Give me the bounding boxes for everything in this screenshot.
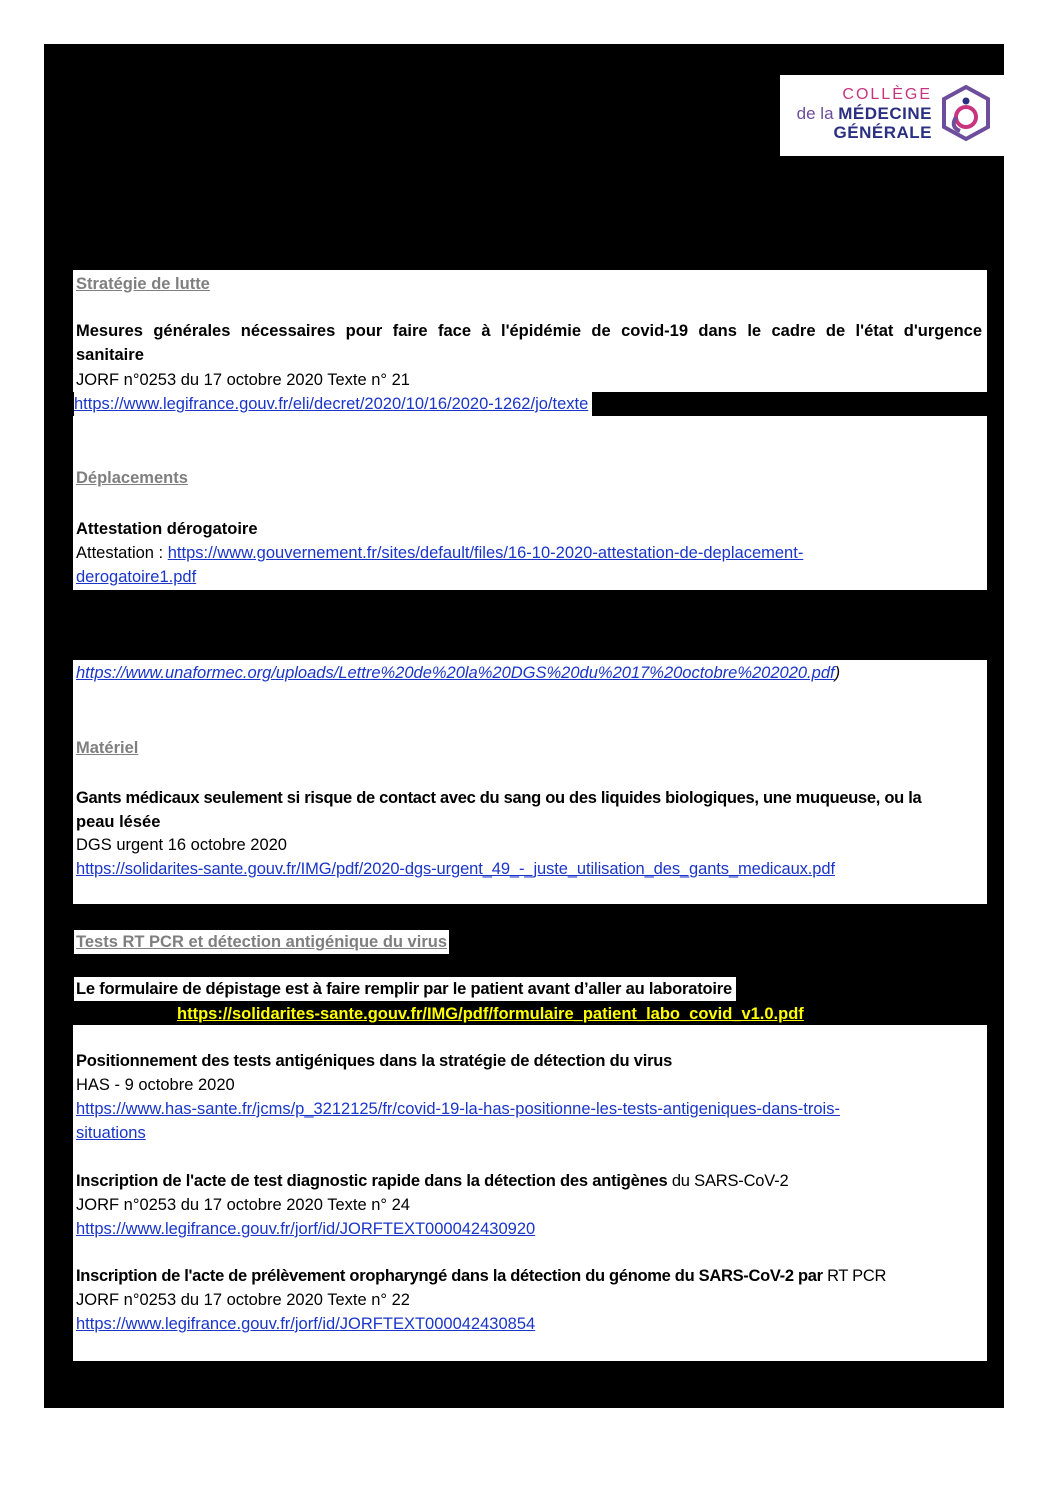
tests-item1-link-line-2[interactable]: situations [76, 1124, 146, 1142]
materiel-link[interactable]: https://solidarites-sante.gouv.fr/IMG/pdf/2020-dgs-urgent_49_-_juste_utilisation_des_gants_medicaux.pdf [76, 860, 835, 878]
tests-item3-title-bold: Inscription de l'acte de prélèvement oropharyngé dans la détection du génome du SARS-CoV-2 par [76, 1267, 823, 1285]
lettre-dgs-suffix: ) [834, 664, 841, 682]
formulaire-link[interactable]: https://solidarites-sante.gouv.fr/IMG/pdf/formulaire_patient_labo_covid_v1.0.pdf [177, 1005, 804, 1023]
strategie-title-line-1: Mesures générales nécessaires pour faire face à l'épidémie de covid-19 dans le cadre de l'état d'urgence [76, 322, 982, 340]
logo-line-3: GÉNÉRALE [833, 123, 932, 142]
logo-line-2-bold: MÉDECINE [838, 104, 932, 123]
logo-line-1: COLLÈGE [842, 86, 932, 103]
strategie-link[interactable]: https://www.legifrance.gouv.fr/eli/decret/2020/10/16/2020-1262/jo/texte [74, 395, 589, 413]
strategie-title-line-2: sanitaire [76, 346, 144, 364]
section-heading-tests-wrapper [74, 930, 449, 954]
materiel-reference: DGS urgent 16 octobre 2020 [76, 836, 287, 854]
deplacements-attestation-line [76, 541, 803, 565]
tests-item1-title: Positionnement des tests antigéniques dans la stratégie de détection du virus [76, 1052, 673, 1070]
logo-line-2 [797, 104, 932, 123]
materiel-title-line-1: Gants médicaux seulement si risque de contact avec du sang ou des liquides biologiques, une muqueuse, ou la [76, 789, 922, 807]
tests-item2-title-rest: du SARS-CoV-2 [667, 1172, 789, 1190]
section-heading-deplacements: Déplacements [76, 469, 188, 487]
tests-item1-link-line-1[interactable]: https://www.has-sante.fr/jcms/p_3212125/fr/covid-19-la-has-positionne-les-tests-antigeniques-dans-trois- [76, 1100, 840, 1118]
strategie-link-wrapper [74, 392, 592, 416]
lettre-dgs-link[interactable]: https://www.unaformec.org/uploads/Lettre%20de%20la%20DGS%20du%2017%20octobre%202020.pdf [76, 664, 835, 682]
attestation-link-line-2[interactable]: derogatoire1.pdf [76, 568, 197, 586]
strategie-reference: JORF n°0253 du 17 octobre 2020 Texte n° 21 [76, 371, 410, 389]
college-logo [780, 75, 1004, 156]
tests-item3-title [76, 1264, 886, 1288]
tests-item3-link[interactable]: https://www.legifrance.gouv.fr/jorf/id/JORFTEXT000042430854 [76, 1315, 536, 1333]
tests-item2-reference: JORF n°0253 du 17 octobre 2020 Texte n° 24 [76, 1196, 410, 1214]
logo-text [797, 85, 932, 142]
tests-item2-link[interactable]: https://www.legifrance.gouv.fr/jorf/id/JORFTEXT000042430920 [76, 1220, 536, 1238]
section-heading-materiel: Matériel [76, 739, 139, 757]
formulaire-title: Le formulaire de dépistage est à faire remplir par le patient avant d’aller au laboratoire [74, 977, 736, 1001]
attestation-link-line-1[interactable]: https://www.gouvernement.fr/sites/default/files/16-10-2020-attestation-de-deplacement- [167, 544, 804, 562]
attestation-label: Attestation : [76, 544, 168, 562]
logo-line-2-light: de la [796, 104, 834, 123]
section-heading-strategie: Stratégie de lutte [76, 275, 210, 293]
tests-item1-reference: HAS - 9 octobre 2020 [76, 1076, 235, 1094]
tests-item2-title [76, 1169, 788, 1193]
section-heading-tests: Tests RT PCR et détection antigénique du virus [76, 933, 447, 951]
materiel-title-line-2: peau lésée [76, 813, 161, 831]
tests-item3-title-rest: RT PCR [822, 1267, 887, 1285]
tests-item2-title-bold: Inscription de l'acte de test diagnostic rapide dans la détection des antigènes [76, 1172, 668, 1190]
tests-item3-reference: JORF n°0253 du 17 octobre 2020 Texte n° 22 [76, 1291, 410, 1309]
lettre-dgs-line [76, 661, 840, 685]
cmg-hexagon-logo-icon [938, 83, 994, 147]
deplacements-title: Attestation dérogatoire [76, 520, 258, 538]
